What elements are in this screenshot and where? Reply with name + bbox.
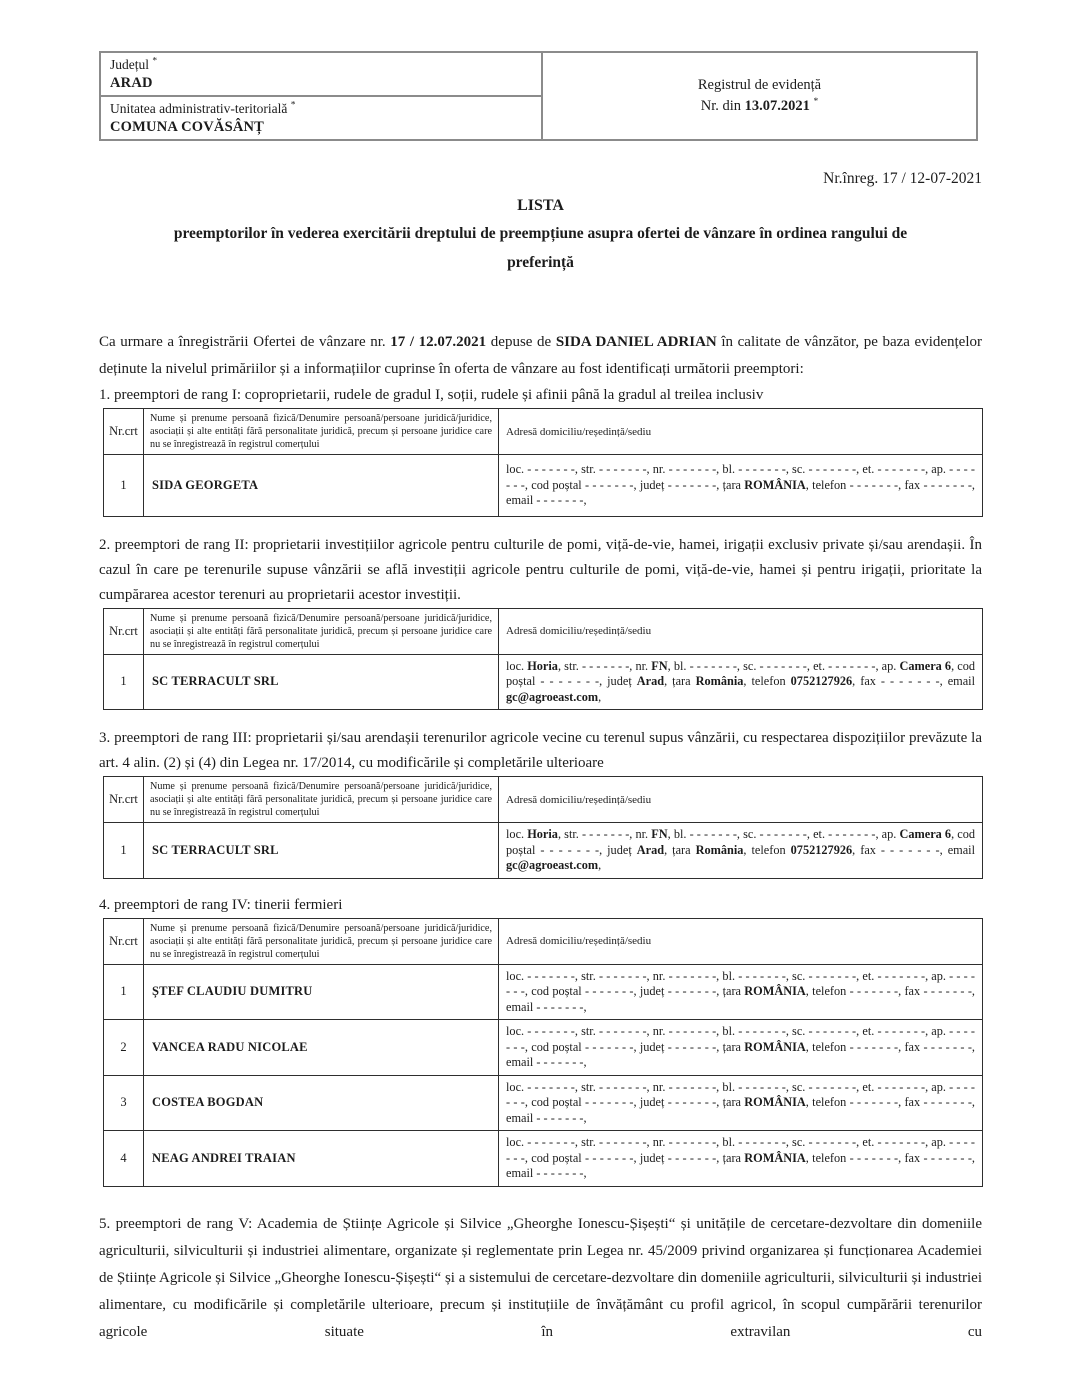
preemptor-name: SC TERRACULT SRL	[144, 654, 499, 710]
preemptor-name: COSTEA BOGDAN	[144, 1075, 499, 1131]
preemptors-table-rank1	[103, 408, 983, 517]
county-cell	[99, 51, 543, 97]
table-row	[104, 455, 983, 517]
uat-label: Unitatea administrativ-teritorială *	[110, 100, 296, 116]
registration-number-line: Nr.înreg. 17 / 12-07-2021	[823, 170, 982, 187]
section3-heading: 3. preemptori de rang III: proprietarii și/sau arendașii terenurilor agricole vecine cu terenul supus vânzării, cu respectarea dispozițiilor prevăzute la art. 4 alin. (2) și (4) din Legea nr. 17/2014, cu modificările și completările ulterioare	[99, 730, 982, 771]
table-header-row	[104, 918, 983, 964]
col-header-name: Nume și prenume persoană fizică/Denumire persoană/persoane juridică/juridice, asociații și alte entități fără personalitate juridică, precum și persoane juridice care nu se înregistrează în registrul comerțului	[144, 608, 499, 654]
table-row	[104, 1075, 983, 1131]
preemptor-address: loc. Horia, str. - - - - - - -, nr. FN, bl. - - - - - - -, sc. - - - - - - -, et. - - - - - - -, ap. Camera 6, cod poștal - - - - - - -, județ Arad, țara România, telefon 0752127926, fax - - - - - - -, email gc@agroeast.com,	[499, 823, 983, 879]
county-label: Județul *	[110, 56, 158, 72]
table-row	[104, 654, 983, 710]
document-subtitle-line2: preferință	[507, 254, 574, 271]
county-value: ARAD	[110, 75, 153, 91]
registry-number: Nr. din 13.07.2021 *	[700, 97, 819, 114]
col-header-address: Adresă domiciliu/reședință/sediu	[499, 409, 983, 455]
row-number: 1	[104, 964, 144, 1020]
asterisk: *	[290, 100, 296, 111]
preemptors-table-rank4	[103, 918, 983, 1187]
preemptor-address: loc. - - - - - - -, str. - - - - - - -, nr. - - - - - - -, bl. - - - - - - -, sc. - - - - - - -, et. - - - - - - -, ap. - - - - - - -, cod poștal - - - - - - -, județ - - - - - - -, țara ROMÂNIA, telefon - - - - - - -, fax - - - - - - -, email - - - - - - -,	[499, 964, 983, 1020]
preemptor-address: loc. - - - - - - -, str. - - - - - - -, nr. - - - - - - -, bl. - - - - - - -, sc. - - - - - - -, et. - - - - - - -, ap. - - - - - - -, cod poștal - - - - - - -, județ - - - - - - -, țara ROMÂNIA, telefon - - - - - - -, fax - - - - - - -, email - - - - - - -,	[499, 455, 983, 517]
preemptor-address: loc. Horia, str. - - - - - - -, nr. FN, bl. - - - - - - -, sc. - - - - - - -, et. - - - - - - -, ap. Camera 6, cod poștal - - - - - - -, județ Arad, țara România, telefon 0752127926, fax - - - - - - -, email gc@agroeast.com,	[499, 654, 983, 710]
registry-title: Registrul de evidență	[697, 77, 822, 93]
preemptors-table-rank3	[103, 776, 983, 879]
col-header-address: Adresă domiciliu/reședință/sediu	[499, 608, 983, 654]
table-header-row	[104, 608, 983, 654]
asterisk: *	[813, 97, 819, 108]
col-header-nr: Nr.crt	[104, 608, 144, 654]
preemptor-address: loc. - - - - - - -, str. - - - - - - -, nr. - - - - - - -, bl. - - - - - - -, sc. - - - - - - -, et. - - - - - - -, ap. - - - - - - -, cod poștal - - - - - - -, județ - - - - - - -, țara ROMÂNIA, telefon - - - - - - -, fax - - - - - - -, email - - - - - - -,	[499, 1020, 983, 1076]
table-header-row	[104, 409, 983, 455]
document-title: LISTA	[517, 197, 564, 214]
uat-value: COMUNA COVĂSÂNȚ	[110, 119, 265, 135]
row-number: 2	[104, 1020, 144, 1076]
col-header-nr: Nr.crt	[104, 918, 144, 964]
preemptor-name: NEAG ANDREI TRAIAN	[144, 1131, 499, 1187]
row-number: 1	[104, 654, 144, 710]
table-header-row	[104, 777, 983, 823]
uat-cell	[99, 95, 543, 141]
preemptor-address: loc. - - - - - - -, str. - - - - - - -, nr. - - - - - - -, bl. - - - - - - -, sc. - - - - - - -, et. - - - - - - -, ap. - - - - - - -, cod poștal - - - - - - -, județ - - - - - - -, țara ROMÂNIA, telefon - - - - - - -, fax - - - - - - -, email - - - - - - -,	[499, 1131, 983, 1187]
preemptor-name: SIDA GEORGETA	[144, 455, 499, 517]
preemptor-address: loc. - - - - - - -, str. - - - - - - -, nr. - - - - - - -, bl. - - - - - - -, sc. - - - - - - -, et. - - - - - - -, ap. - - - - - - -, cod poștal - - - - - - -, județ - - - - - - -, țara ROMÂNIA, telefon - - - - - - -, fax - - - - - - -, email - - - - - - -,	[499, 1075, 983, 1131]
table-row	[104, 1131, 983, 1187]
col-header-nr: Nr.crt	[104, 777, 144, 823]
header-block	[99, 51, 978, 141]
document-content	[99, 0, 982, 1346]
col-header-address: Adresă domiciliu/reședință/sediu	[499, 918, 983, 964]
section2-heading: 2. preemptori de rang II: proprietarii investițiilor agricole pentru culturile de pomi, viță-de-vie, hamei, irigații exclusiv private și/sau arendașii. În cazul în care pe terenurile supuse vânzării se află investiții agricole pentru culturile de pomi, viță-de-vie, hamei și pentru irigații, prioritate la cumpărarea acestor terenuri au proprietarii acestor investiții.	[99, 536, 982, 603]
row-number: 4	[104, 1131, 144, 1187]
col-header-nr: Nr.crt	[104, 409, 144, 455]
section4-heading: 4. preemptori de rang IV: tinerii fermieri	[99, 896, 343, 913]
col-header-address: Adresă domiciliu/reședință/sediu	[499, 777, 983, 823]
preemptor-name: VANCEA RADU NICOLAE	[144, 1020, 499, 1076]
col-header-name: Nume și prenume persoană fizică/Denumire persoană/persoane juridică/juridice, asociații și alte entități fără personalitate juridică, precum și persoane juridice care nu se înregistrează în registrul comerțului	[144, 409, 499, 455]
section5-paragraph: 5. preemptori de rang V: Academia de Științe Agricole și Silvice „Gheorghe Ionescu-Șișești“ și unitățile de cercetare-dezvoltare din domeniile agriculturii, silviculturii și industriei alimentare, organizate și reglementate prin Legea nr. 45/2009 privind organizarea și funcționarea Academiei de Științe Agricole și Silvice „Gheorghe Ionescu-Șișești“ și a sistemului de cercetare-dezvoltare din domeniile agriculturii, silviculturii și industriei alimentare, cu modificările și completările ulterioare, precum și instituțiile de învățământ cu profil agricol, în scopul cumpărării terenurilor agricole situate în extravilan cu	[99, 1215, 982, 1340]
document-subtitle-line1: preemptorilor în vederea exercitării dreptului de preempțiune asupra ofertei de vânzare în ordinea rangului de	[173, 225, 908, 242]
registry-box	[541, 51, 978, 141]
col-header-name: Nume și prenume persoană fizică/Denumire persoană/persoane juridică/juridice, asociații și alte entități fără personalitate juridică, precum și persoane juridice care nu se înregistrează în registrul comerțului	[144, 777, 499, 823]
col-header-name: Nume și prenume persoană fizică/Denumire persoană/persoane juridică/juridice, asociații și alte entități fără personalitate juridică, precum și persoane juridice care nu se înregistrează în registrul comerțului	[144, 918, 499, 964]
asterisk: *	[152, 56, 158, 67]
table-row	[104, 823, 983, 879]
preemptor-name: SC TERRACULT SRL	[144, 823, 499, 879]
preemptor-name: ȘTEF CLAUDIU DUMITRU	[144, 964, 499, 1020]
row-number: 1	[104, 823, 144, 879]
header-left-column	[99, 51, 543, 141]
row-number: 3	[104, 1075, 144, 1131]
table-row	[104, 1020, 983, 1076]
table-row	[104, 964, 983, 1020]
section1-heading: 1. preemptori de rang I: coproprietarii, rudele de gradul I, soții, rudele și afinii până la gradul al treilea inclusiv	[99, 387, 764, 403]
row-number: 1	[104, 455, 144, 517]
intro-paragraph: Ca urmare a înregistrării Ofertei de vânzare nr. 17 / 12.07.2021 depuse de SIDA DANIEL ADRIAN în calitate de vânzător, pe baza evidențelor deținute la nivelul primăriilor și a informațiilor cuprinse în oferta de vânzare au fost identificați următorii preemptori:	[99, 334, 983, 377]
preemptors-table-rank2	[103, 608, 983, 711]
